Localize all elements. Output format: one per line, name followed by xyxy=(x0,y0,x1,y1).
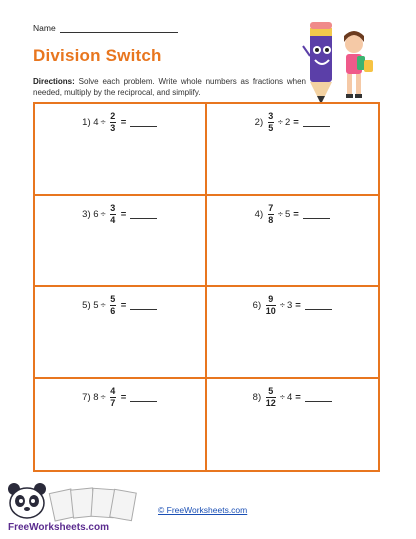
problem-number: 5) xyxy=(82,300,91,311)
equals-sign: = xyxy=(295,391,301,403)
problem-number: 2) xyxy=(254,117,264,128)
name-row xyxy=(33,23,178,33)
denominator: 4 xyxy=(110,214,116,225)
pencil-mascot-icon xyxy=(303,22,332,104)
numerator: 3 xyxy=(110,202,116,213)
problem-cell-1 xyxy=(35,104,207,196)
divisor: 4 xyxy=(286,391,293,403)
problem-6 xyxy=(207,295,379,316)
problem-cell-3 xyxy=(35,196,207,288)
fraction xyxy=(266,295,276,316)
numerator: 7 xyxy=(268,202,274,213)
footer-logo xyxy=(4,479,154,535)
answer-blank[interactable] xyxy=(130,301,157,310)
girl-student-icon xyxy=(344,31,373,98)
problem-cell-2 xyxy=(207,104,379,196)
name-label: Name xyxy=(33,23,56,33)
directions xyxy=(33,76,306,98)
equals-sign: = xyxy=(293,117,299,128)
clip-art xyxy=(300,16,378,108)
logo-text: FreeWorksheets.com xyxy=(8,522,109,533)
problem-cell-8 xyxy=(207,379,379,471)
fraction xyxy=(266,387,276,408)
denominator: 5 xyxy=(268,123,274,133)
fraction xyxy=(268,112,274,133)
divide-sign: ÷ xyxy=(277,117,283,128)
numerator: 2 xyxy=(110,111,116,121)
panda-logo-icon xyxy=(8,483,46,518)
dividend: 6 xyxy=(93,208,99,220)
divide-sign: ÷ xyxy=(100,391,106,403)
denominator: 12 xyxy=(265,397,276,408)
equals-sign: = xyxy=(120,300,127,311)
denominator: 7 xyxy=(110,397,116,408)
equals-sign: = xyxy=(293,208,299,220)
fraction xyxy=(268,204,274,225)
directions-text: Solve each problem. Write whole numbers as fractions when needed, multiply by the reciprocal, and simplify. xyxy=(33,77,306,97)
numerator: 5 xyxy=(110,294,116,304)
problem-3 xyxy=(35,204,205,225)
problem-number: 7) xyxy=(82,391,91,403)
equals-sign: = xyxy=(120,391,127,403)
name-field[interactable] xyxy=(60,24,178,33)
problem-cell-5 xyxy=(35,287,207,379)
fraction xyxy=(110,387,116,408)
answer-blank[interactable] xyxy=(305,393,332,402)
problem-cell-7 xyxy=(35,379,207,471)
problem-5 xyxy=(35,295,205,316)
divide-sign: ÷ xyxy=(279,300,285,311)
answer-blank[interactable] xyxy=(130,210,157,219)
answer-blank[interactable] xyxy=(130,393,157,402)
problem-number: 8) xyxy=(252,391,262,403)
dividend: 4 xyxy=(93,117,99,128)
fraction xyxy=(110,112,116,133)
denominator: 6 xyxy=(110,306,116,316)
problem-cell-4 xyxy=(207,196,379,288)
fraction xyxy=(110,204,116,225)
dividend: 8 xyxy=(93,391,99,403)
denominator: 3 xyxy=(110,123,116,133)
denominator: 8 xyxy=(268,214,274,225)
problem-2 xyxy=(207,112,379,133)
answer-blank[interactable] xyxy=(305,301,332,310)
problem-8 xyxy=(207,387,379,408)
divide-sign: ÷ xyxy=(100,300,106,311)
worksheet-title: Division Switch xyxy=(33,46,162,65)
equals-sign: = xyxy=(120,208,127,220)
problem-1 xyxy=(35,112,205,133)
divide-sign: ÷ xyxy=(277,208,283,220)
footer-link[interactable]: © FreeWorksheets.com xyxy=(158,505,248,515)
divide-sign: ÷ xyxy=(100,208,106,220)
numerator: 9 xyxy=(268,294,274,304)
answer-blank[interactable] xyxy=(303,210,330,219)
equals-sign: = xyxy=(295,300,301,311)
denominator: 10 xyxy=(265,306,276,316)
divide-sign: ÷ xyxy=(279,391,285,403)
equals-sign: = xyxy=(120,117,127,128)
numerator: 4 xyxy=(110,385,116,396)
fraction xyxy=(110,295,116,316)
problem-7 xyxy=(35,387,205,408)
problem-4 xyxy=(207,204,379,225)
divisor: 5 xyxy=(284,208,291,220)
worksheet-thumbnails-icon xyxy=(49,488,136,521)
problem-number: 6) xyxy=(252,300,262,311)
problem-cell-6 xyxy=(207,287,379,379)
numerator: 5 xyxy=(268,385,274,396)
directions-label: Directions: xyxy=(33,77,75,86)
answer-blank[interactable] xyxy=(130,118,157,127)
divide-sign: ÷ xyxy=(100,117,106,128)
dividend: 5 xyxy=(93,300,99,311)
divisor: 3 xyxy=(286,300,293,311)
problem-number: 1) xyxy=(82,117,91,128)
divisor: 2 xyxy=(284,117,291,128)
numerator: 3 xyxy=(268,111,274,121)
answer-blank[interactable] xyxy=(303,118,330,127)
problem-number: 4) xyxy=(254,208,264,220)
problem-grid xyxy=(33,102,380,472)
problem-number: 3) xyxy=(82,208,91,220)
